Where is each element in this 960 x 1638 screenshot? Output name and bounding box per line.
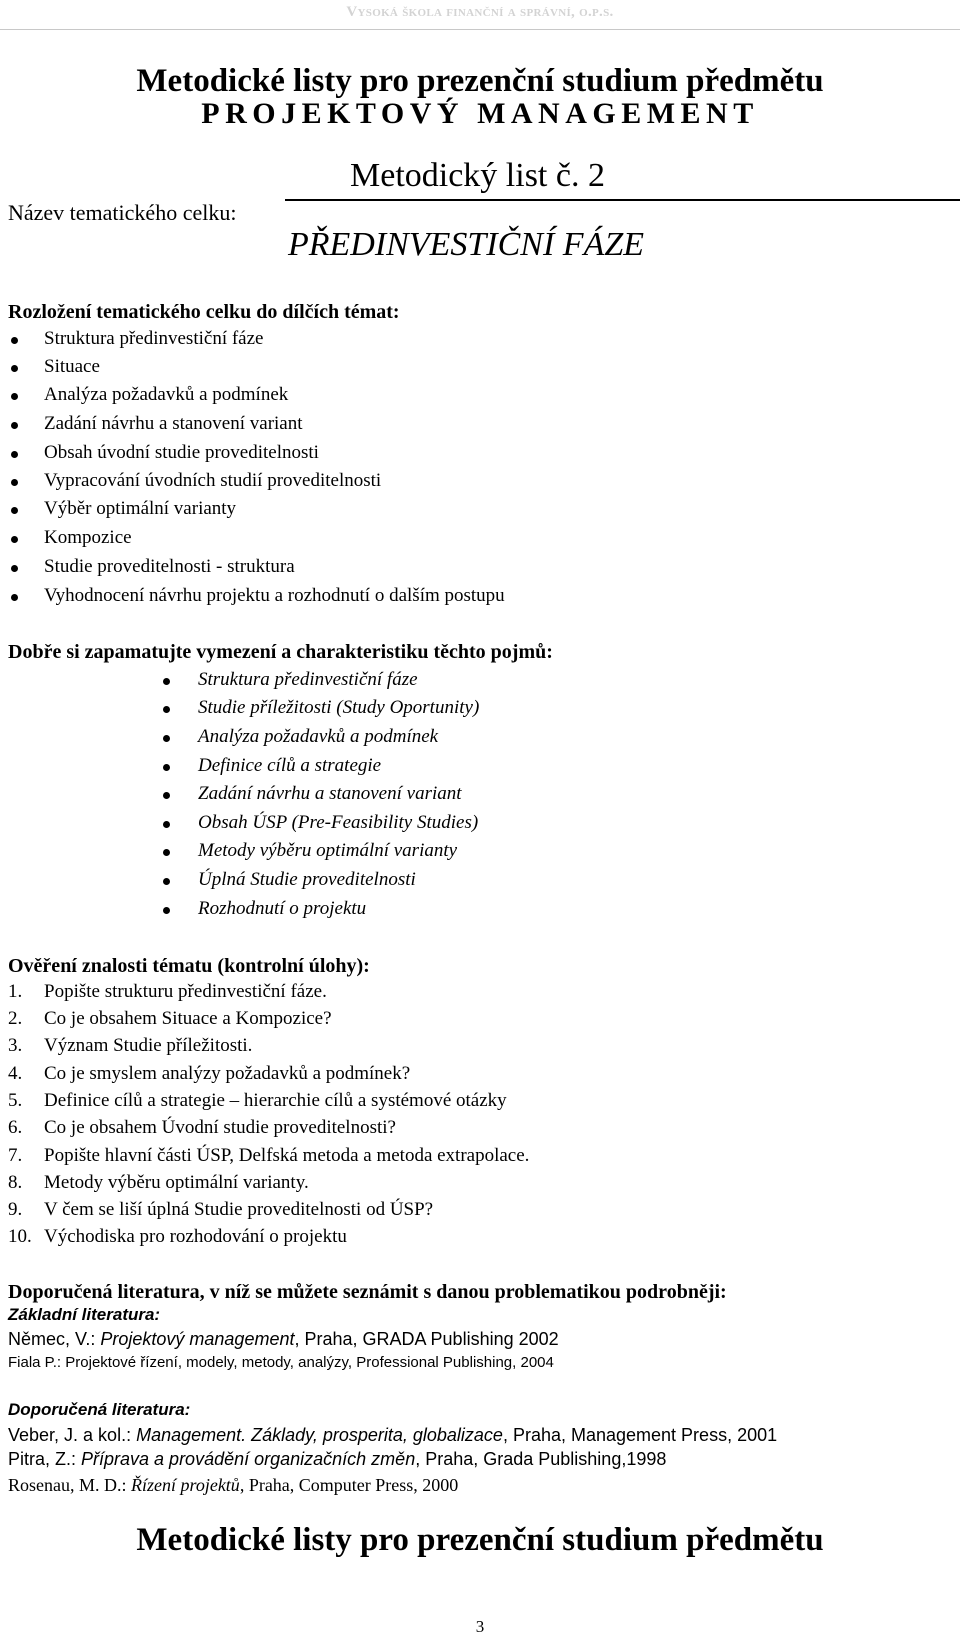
list-item: Obsah úvodní studie proveditelnosti	[44, 442, 319, 464]
task-number: 6.	[8, 1117, 23, 1138]
list-item: Kompozice	[44, 527, 132, 549]
bullet-icon	[11, 565, 18, 572]
bullet-icon	[11, 422, 18, 429]
literature-heading: Doporučená literatura, v níž se můžete seznámit s danou problematikou podrobněji:	[8, 1281, 727, 1303]
list-number: Metodický list č. 2	[350, 157, 605, 194]
task-text: Co je obsahem Situace a Kompozice?	[44, 1008, 332, 1029]
bullet-icon	[163, 706, 170, 713]
bullet-icon	[163, 735, 170, 742]
document-title: Metodické listy pro prezenční studium předmětu	[136, 63, 824, 99]
recommended-literature-heading: Doporučená literatura:	[8, 1400, 191, 1419]
bullet-icon	[163, 764, 170, 771]
concepts-heading: Dobře si zapamatujte vymezení a charakteristiku těchto pojmů:	[8, 641, 553, 663]
page-number: 3	[475, 1617, 485, 1636]
reference-item: Němec, V.: Projektový management, Praha, GRADA Publishing 2002	[8, 1329, 559, 1349]
concept-item: Metody výběru optimální varianty	[198, 840, 457, 862]
task-number: 7.	[8, 1145, 23, 1166]
reference-item: Fiala P.: Projektové řízení, modely, metody, analýzy, Professional Publishing, 2004	[8, 1354, 554, 1371]
topic-name: PŘEDINVESTIČNÍ FÁZE	[288, 226, 645, 263]
task-number: 10.	[8, 1226, 32, 1247]
concept-item: Rozhodnutí o projektu	[198, 898, 366, 920]
task-text: Popište strukturu předinvestiční fáze.	[44, 981, 327, 1002]
bullet-icon	[163, 878, 170, 885]
bullet-icon	[11, 594, 18, 601]
reference-item: Rosenau, M. D.: Řízení projektů, Praha, Computer Press, 2000	[8, 1475, 459, 1495]
list-item: Struktura předinvestiční fáze	[44, 328, 263, 350]
concept-item: Zadání návrhu a stanovení variant	[198, 783, 462, 805]
task-number: 3.	[8, 1035, 23, 1056]
concept-item: Definice cílů a strategie	[198, 755, 381, 777]
list-item: Analýza požadavků a podmínek	[44, 384, 288, 406]
subject-name: PROJEKTOVÝ MANAGEMENT	[201, 97, 759, 130]
bullet-icon	[11, 393, 18, 400]
task-number: 2.	[8, 1008, 23, 1029]
bullet-icon	[11, 536, 18, 543]
bullet-icon	[163, 907, 170, 914]
bullet-icon	[163, 849, 170, 856]
tasks-heading: Ověření znalosti tématu (kontrolní úlohy):	[8, 955, 370, 977]
task-text: Význam Studie příležitosti.	[44, 1035, 253, 1056]
concept-item: Struktura předinvestiční fáze	[198, 669, 418, 691]
list-item: Situace	[44, 356, 100, 378]
bullet-icon	[11, 337, 18, 344]
list-item: Zadání návrhu a stanovení variant	[44, 413, 303, 435]
bullet-icon	[11, 451, 18, 458]
bullet-icon	[163, 678, 170, 685]
bullet-icon	[11, 479, 18, 486]
footer-title: Metodické listy pro prezenční studium předmětu	[136, 1522, 824, 1558]
list-item: Vyhodnocení návrhu projektu a rozhodnutí o dalším postupu	[44, 585, 505, 607]
concept-item: Obsah ÚSP (Pre-Feasibility Studies)	[198, 812, 478, 834]
breakdown-heading: Rozložení tematického celku do dílčích témat:	[8, 301, 400, 323]
school-header: Vysoká škola finanční a správní, o.p.s.	[346, 4, 614, 20]
task-number: 9.	[8, 1199, 23, 1220]
title-rule	[285, 199, 960, 201]
task-text: Co je smyslem analýzy požadavků a podmínek?	[44, 1063, 411, 1084]
concept-item: Studie příležitosti (Study Oportunity)	[198, 697, 479, 719]
list-item: Výběr optimální varianty	[44, 498, 236, 520]
task-text: V čem se liší úplná Studie proveditelnosti od ÚSP?	[44, 1199, 434, 1220]
task-text: Východiska pro rozhodování o projektu	[44, 1226, 347, 1247]
task-number: 8.	[8, 1172, 23, 1193]
task-number: 1.	[8, 981, 23, 1002]
task-text: Metody výběru optimální varianty.	[44, 1172, 309, 1193]
list-item: Studie proveditelnosti - struktura	[44, 556, 295, 578]
reference-item: Pitra, Z.: Příprava a provádění organizačních změn, Praha, Grada Publishing,1998	[8, 1449, 667, 1469]
list-item: Vypracování úvodních studií proveditelnosti	[44, 470, 381, 492]
bullet-icon	[11, 365, 18, 372]
basic-literature-heading: Základní literatura:	[8, 1305, 161, 1324]
header-rule	[0, 29, 960, 30]
task-text: Definice cílů a strategie – hierarchie cílů a systémové otázky	[44, 1090, 507, 1111]
bullet-icon	[11, 507, 18, 514]
task-text: Popište hlavní části ÚSP, Delfská metoda a metoda extrapolace.	[44, 1145, 530, 1166]
task-text: Co je obsahem Úvodní studie proveditelnosti?	[44, 1117, 396, 1138]
bullet-icon	[163, 821, 170, 828]
topic-label: Název tematického celku:	[8, 200, 237, 225]
concept-item: Úplná Studie proveditelnosti	[198, 869, 416, 891]
concept-item: Analýza požadavků a podmínek	[198, 726, 438, 748]
bullet-icon	[163, 792, 170, 799]
task-number: 5.	[8, 1090, 23, 1111]
task-number: 4.	[8, 1063, 23, 1084]
reference-item: Veber, J. a kol.: Management. Základy, prosperita, globalizace, Praha, Management Press, 2001	[8, 1425, 778, 1445]
